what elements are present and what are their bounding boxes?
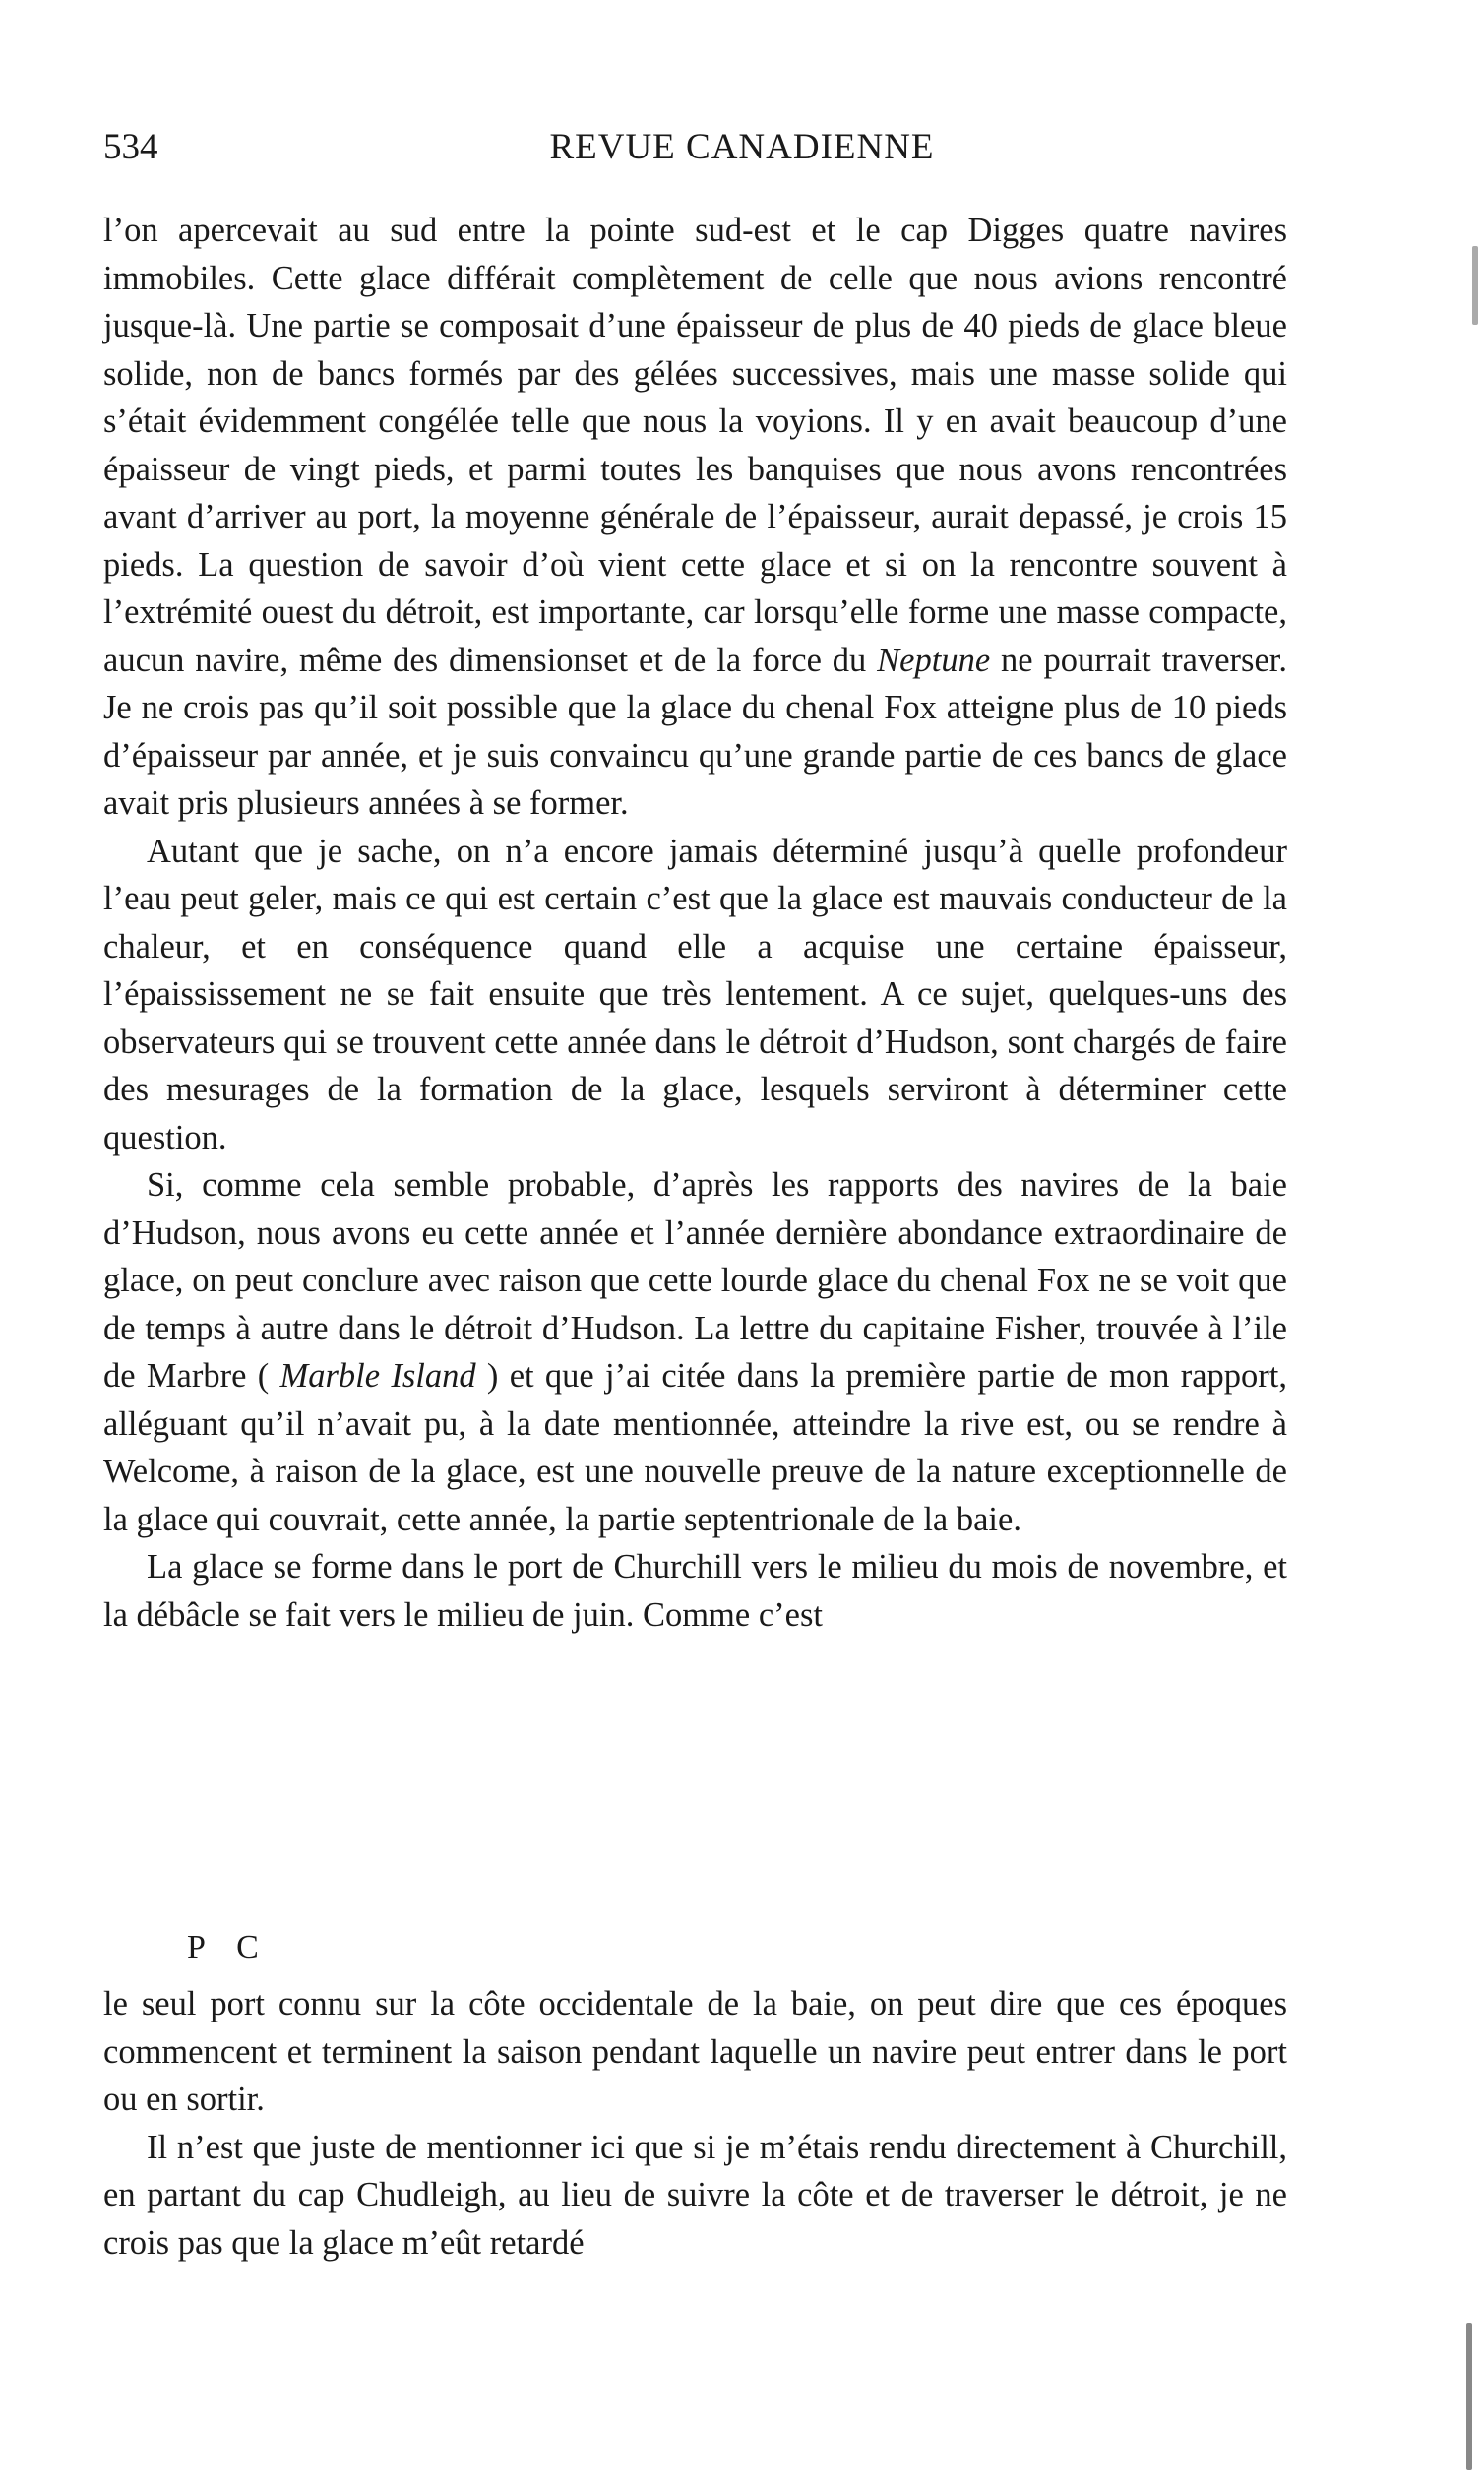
paragraph-5: le seul port connu sur la côte occidentale de la baie, on peut dire que ces époques commencent et terminent la saison pendant laquelle un navire peut entrer dans le port ou en sortir. xyxy=(103,1985,1287,2118)
paragraph-3: Si, comme cela semble probable, d’après les rapports des navires de la baie d’Hudson, nous avons eu cette année et l’année dernière abondance extraordinaire de glace, on peut conclure avec raison que cette lourde glace du chenal Fox ne se voit que de temps à autre dans le détroit d’Hudson. La lettre du capitaine Fisher, trouvée à l’ile de Marbre ( Marble Island ) et que j’ai citée dans la première partie de mon rapport, alléguant qu’il n’avait pu, à la date mentionnée, atteindre la rive est, ou se rendre à Welcome, à raison de la glace, est une nouvelle preuve de la nature exceptionnelle de la glace qui couvrait, cette année, la partie septentrionale de la baie. xyxy=(103,1166,1287,1538)
marginal-letters: P C xyxy=(187,1929,271,1965)
paragraph-6: Il n’est que juste de mentionner ici que si je m’étais rendu directement à Churchill, en partant du cap Chudleigh, au lieu de suivre la côte et de traverser le détroit, je ne crois pas que la glace m’eût retardé xyxy=(103,2128,1287,2262)
italic-place-name: Marble Island xyxy=(279,1357,476,1395)
scan-margin-mark xyxy=(1466,2323,1472,2470)
scan-margin-mark xyxy=(1472,246,1478,325)
body-text-bottom xyxy=(103,1980,1287,2267)
body-text-top xyxy=(103,207,1287,1639)
italic-ship-name: Neptune xyxy=(877,641,991,679)
running-title: REVUE CANADIENNE xyxy=(549,127,935,167)
paragraph-1: l’on apercevait au sud entre la pointe sud-est et le cap Digges quatre navires immobiles. Cette glace différait complètement de celle que nous avions rencontré jusque-là. Une partie se composait d’une épaisseur de plus de 40 pieds de glace bleue solide, non de bancs formés par des gélées successives, mais une masse solide qui s’était évidemment congélée telle que nous la voyions. Il y en avait beaucoup d’une épaisseur de vingt pieds, et parmi toutes les banquises que nous avons rencontrées avant d’arriver au port, la moyenne générale de l’épaisseur, aurait depassé, je crois 15 pieds. La question de savoir d’où vient cette glace et si on la rencontre souvent à l’extrémité ouest du détroit, est importante, car lorsqu’elle forme une masse compacte, aucun navire, même des dimensionset et de la force du Neptune ne pourrait traverser. Je ne crois pas qu’il soit possible que la glace du chenal Fox atteigne plus de 10 pieds d’épaisseur par année, et je suis convaincu qu’une grande partie de ces bancs de glace avait pris plusieurs années à se former. xyxy=(103,212,1287,822)
paragraph-4: La glace se forme dans le port de Churchill vers le milieu du mois de novembre, et la débâcle se fait vers le milieu de juin. Comme c’est xyxy=(103,1548,1287,1634)
page-number: 534 xyxy=(103,127,158,167)
paragraph-2: Autant que je sache, on n’a encore jamais déterminé jusqu’à quelle profondeur l’eau peut geler, mais ce qui est certain c’est que la glace est mauvais conducteur de la chaleur, et en conséquence quand elle a acquise une certaine épaisseur, l’épaississement ne se fait ensuite que très lentement. A ce sujet, quelques-uns des observateurs qui se trouvent cette année dans le détroit d’Hudson, sont chargés de faire des mesurages de la formation de la glace, lesquels serviront à déterminer cette question. xyxy=(103,832,1287,1156)
